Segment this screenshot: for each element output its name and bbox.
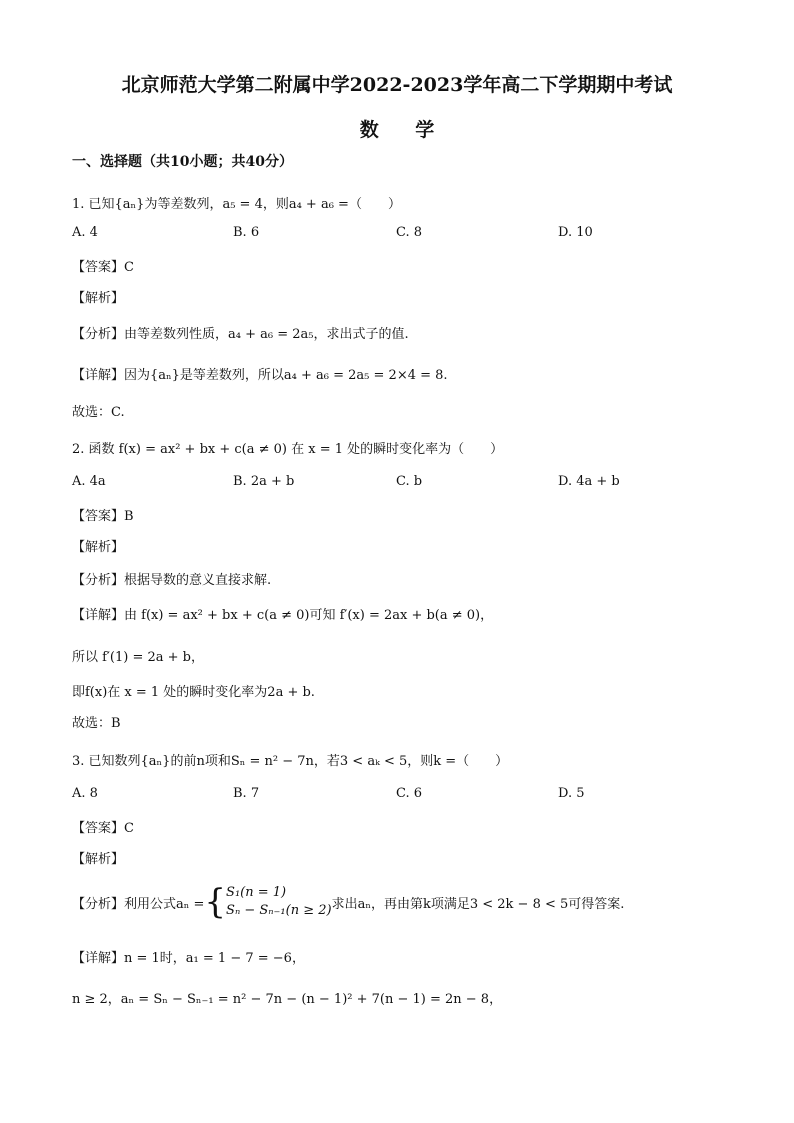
q3-xiangjie: 【详解】n = 1时，a₁ = 1 − 7 = −6， bbox=[72, 951, 305, 966]
q2-choose: 故选：B bbox=[72, 716, 121, 731]
q1-xiangjie: 【详解】因为{aₙ}是等差数列，所以a₄ + a₆ = 2a₅ = 2×4 = 8. bbox=[72, 368, 448, 383]
q2-option-a: A. 4a bbox=[72, 474, 106, 489]
q1-answer: 【答案】C bbox=[72, 260, 134, 275]
q2-stem: 2. 函数 f(x) = ax² + bx + c(a ≠ 0) 在 x = 1 处的瞬时变化率为（ ） bbox=[72, 442, 504, 457]
q2-option-d: D. 4a + b bbox=[558, 474, 620, 489]
subject-title: 数 学 bbox=[359, 119, 435, 141]
q2-option-b: B. 2a + b bbox=[233, 474, 295, 489]
q3-fenxi bbox=[72, 880, 624, 924]
q3-analysis-label: 【解析】 bbox=[72, 852, 125, 867]
q3-answer: 【答案】C bbox=[72, 821, 134, 836]
q2-answer: 【答案】B bbox=[72, 509, 134, 524]
q3-line2: n ≥ 2，aₙ = Sₙ − Sₙ₋₁ = n² − 7n − (n − 1)² + 7(n − 1) = 2n − 8， bbox=[72, 992, 503, 1007]
q1-option-d: D. 10 bbox=[558, 225, 593, 240]
q2-line3: 即f(x)在 x = 1 处的瞬时变化率为2a + b. bbox=[72, 685, 315, 700]
page-title: 北京师范大学第二附属中学2022-2023学年高二下学期期中考试 bbox=[121, 74, 673, 96]
q2-option-c: C. b bbox=[396, 474, 423, 489]
q3-fenxi-post: 求出aₙ，再由第k项满足3 < 2k − 8 < 5可得答案. bbox=[331, 896, 625, 912]
q2-fenxi: 【分析】根据导数的意义直接求解. bbox=[72, 573, 272, 588]
q2-analysis-label: 【解析】 bbox=[72, 540, 125, 555]
q3-option-b: B. 7 bbox=[233, 786, 260, 801]
piecewise-brace-icon: { bbox=[204, 882, 227, 922]
q3-option-d: D. 5 bbox=[558, 786, 585, 801]
q3-option-a: A. 8 bbox=[72, 786, 98, 801]
q3-fenxi-pre: 【分析】利用公式aₙ = bbox=[72, 896, 205, 912]
q2-xiangjie: 【详解】由 f(x) = ax² + bx + c(a ≠ 0)可知 f′(x) = 2ax + b(a ≠ 0)， bbox=[72, 608, 494, 623]
q1-fenxi: 【分析】由等差数列性质，a₄ + a₆ = 2a₅，求出式子的值. bbox=[72, 327, 409, 342]
q1-option-c: C. 8 bbox=[396, 225, 423, 240]
q1-option-a: A. 4 bbox=[72, 225, 98, 240]
q2-line2: 所以 f′(1) = 2a + b， bbox=[72, 650, 204, 665]
q1-stem: 1. 已知{aₙ}为等差数列，a₅ = 4，则a₄ + a₆ =（ ） bbox=[72, 197, 401, 212]
piecewise-cases bbox=[226, 884, 332, 920]
q3-stem: 3. 已知数列{aₙ}的前n项和Sₙ = n² − 7n，若3 < aₖ < 5，则k =（ ） bbox=[72, 754, 509, 769]
q1-analysis-label: 【解析】 bbox=[72, 291, 125, 306]
piecewise-case-1: S₁(n = 1) bbox=[226, 885, 287, 900]
q1-choose: 故选：C. bbox=[72, 405, 125, 420]
q3-option-c: C. 6 bbox=[396, 786, 423, 801]
piecewise-case-2: Sₙ − Sₙ₋₁(n ≥ 2) bbox=[226, 903, 332, 918]
q1-option-b: B. 6 bbox=[233, 225, 260, 240]
section-heading: 一、选择题（共10小题；共40分） bbox=[72, 154, 293, 170]
